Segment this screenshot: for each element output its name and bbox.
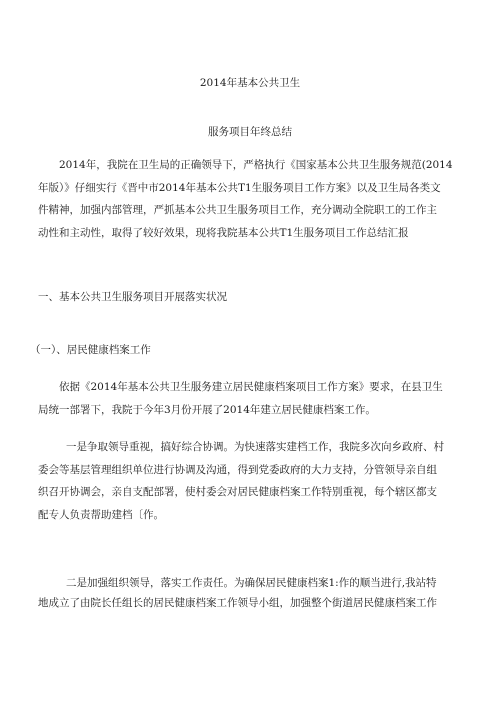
paragraph-line: 依据《2014年基本公共卫生服务建立居民健康档案项目工作方案》要求，在县卫生 [59, 381, 443, 393]
paragraph-line: 年版）》仔细实行《晋中市2014年基本公共T1生服务项目工作方案》以及卫生局各类文 [38, 181, 441, 194]
paragraph-line: 地成立了由院长任组长的居民健康档案工作领导小组，加强整个街道居民健康档案工作 [38, 597, 437, 609]
paragraph-line: 局统一部署下，我院于今年3月份开展了2014年建立居民健康档案工作。 [38, 403, 376, 416]
subsection-heading: （一）、居民健康档案工作 [30, 344, 151, 356]
paragraph-line: 委会等基层管理组织单位进行协调及沟通，得到党委政府的大力支持，分管领导亲自组 [38, 463, 437, 476]
section-heading: 一、基本公共卫生服务项目开展落实状况 [38, 291, 227, 303]
health-records-paragraph [38, 376, 463, 421]
organization-paragraph [38, 573, 463, 613]
paragraph-line: 一是争取领导重视，搞好综合协调。为快速落实建档工作，我院多次向乡政府、村 [66, 441, 444, 453]
document-title-line-2: 服务项目年终总结 [208, 126, 292, 138]
paragraph-line: 2014年，我院在卫生局的正确领导下，严格执行《国家基本公共卫生服务规范(2014 [59, 159, 453, 171]
intro-paragraph [38, 154, 463, 244]
paragraph-line: 织召开协调会，亲自支配部署，使村委会对居民健康档案工作特别重视，每个辖区都支 [38, 486, 437, 498]
document-title-line-1: 2014年基本公共卫生 [199, 77, 301, 89]
paragraph-line: 配专人负责帮助建档〔作。 [38, 508, 164, 521]
paragraph-line: 件精神，加强内部管理，严抓基本公共卫生服务项目工作，充分调动全院职工的工作主 [38, 204, 437, 216]
leadership-paragraph [38, 436, 463, 526]
paragraph-line: 动性和主动性，取得了较好效果，现将我院基本公共T1生服务项目工作总结汇报 [38, 226, 409, 239]
paragraph-line: 二是加强组织领导，落实工作责任。为确保居民健康档案1:作的顺当进行,我站特 [66, 577, 437, 589]
